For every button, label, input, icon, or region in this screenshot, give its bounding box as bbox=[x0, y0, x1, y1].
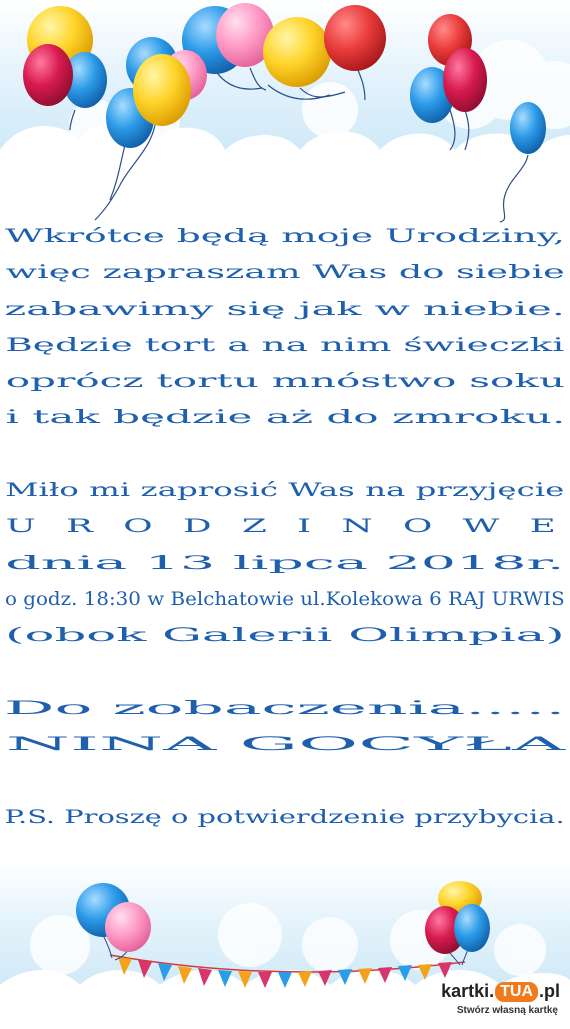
invitation-line: więc zapraszam Was do siebie bbox=[5, 261, 565, 284]
brand-suffix: .pl bbox=[539, 981, 560, 1001]
invitation-line: NINA GOCYŁA bbox=[5, 733, 565, 756]
brand-badge-icon: TUA bbox=[495, 982, 538, 1002]
blank-line bbox=[0, 654, 570, 690]
blank-line bbox=[0, 436, 570, 472]
blank-line bbox=[0, 762, 570, 798]
invitation-text bbox=[0, 218, 570, 835]
invitation-line: dnia 13 lipca 2018r. bbox=[5, 551, 565, 574]
invitation-line: oprócz tortu mnóstwo soku bbox=[5, 370, 565, 393]
invitation-line: i tak będzie aż do zmroku. bbox=[5, 406, 565, 429]
invitation-line: Do zobaczenia..... bbox=[4, 696, 566, 719]
brand-wordmark bbox=[441, 981, 560, 1002]
invitation-line: Wkrótce będą moje Urodziny, bbox=[5, 225, 565, 247]
brand-tagline: Stwórz własną kartkę bbox=[456, 1005, 558, 1016]
invitation-line: Będzie tort a na nim świeczki bbox=[5, 333, 565, 356]
brand-prefix: kartki. bbox=[441, 981, 495, 1001]
invitation-line: P.S. Proszę o potwierdzenie przybycia. bbox=[4, 805, 566, 828]
invitation-line: zabawimy się jak w niebie. bbox=[4, 297, 566, 320]
invitation-line: Miło mi zaprosić Was na przyjęcie bbox=[5, 479, 565, 502]
brand-logo[interactable] bbox=[434, 977, 562, 1021]
invitation-line: o godz. 18:30 w Belchatowie ul.Kolekowa 6 RAJ URWIS bbox=[5, 587, 565, 610]
invitation-line: U R O D Z I N O W E bbox=[5, 515, 565, 538]
invitation-line: (obok Galerii Olimpia) bbox=[5, 624, 565, 647]
